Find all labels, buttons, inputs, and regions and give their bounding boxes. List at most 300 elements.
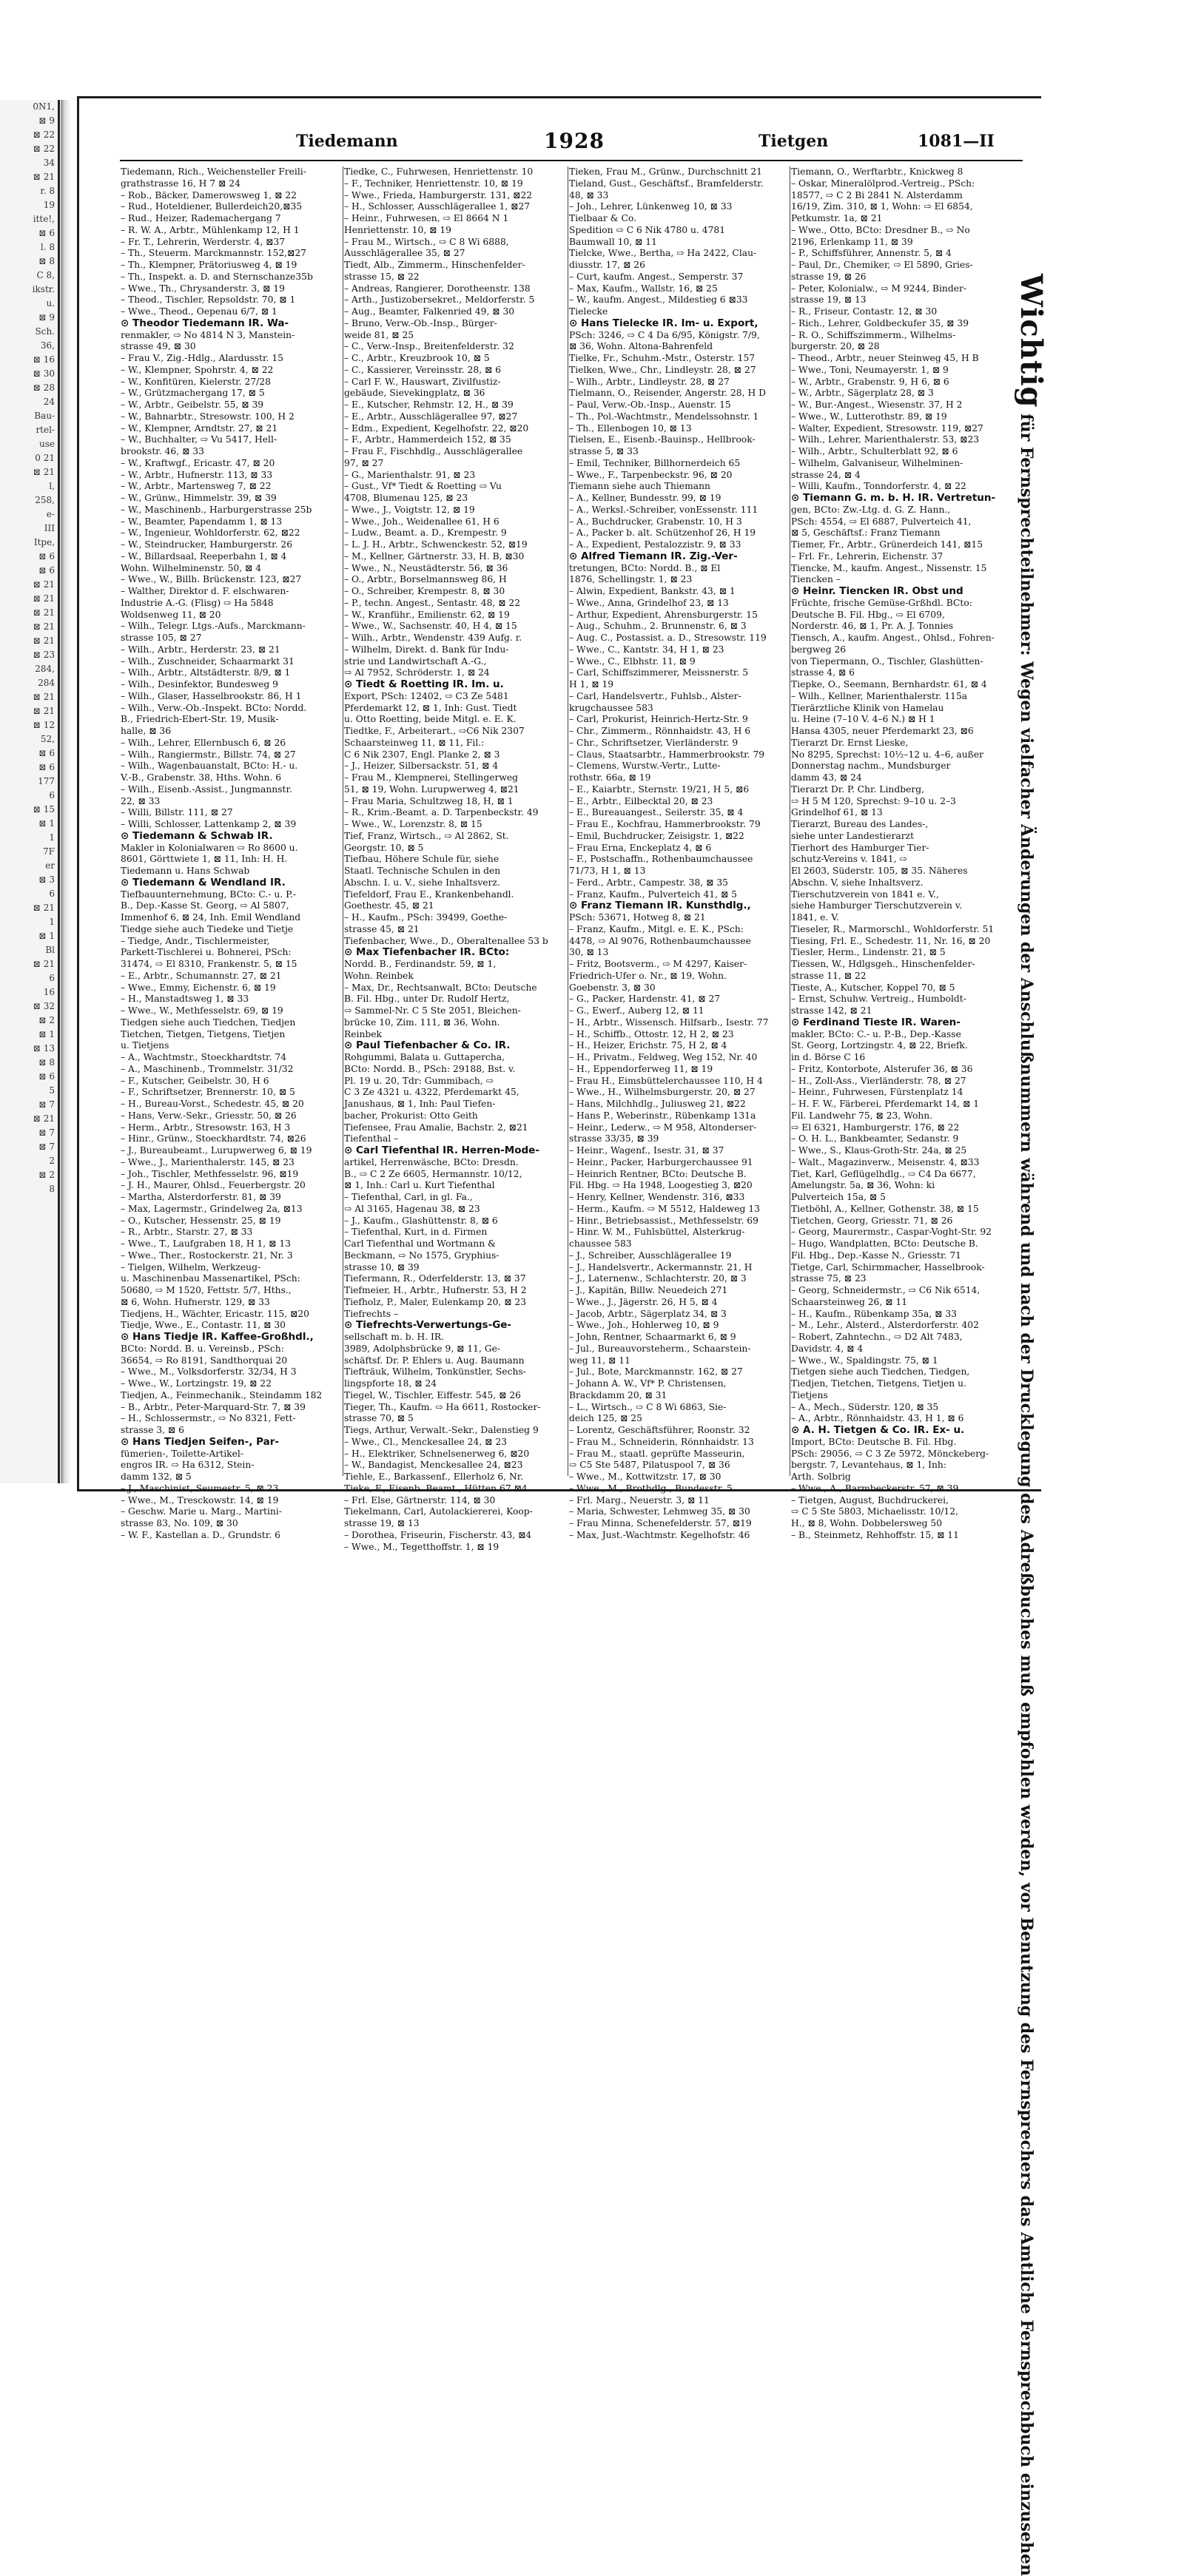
directory-entry: – Frl. Else, Gärtnerstr. 114, ⊠ 30 [344,1494,496,1506]
directory-entry: – Martha, Alsterdorferstr. 81, ⊠ 39 [121,1192,281,1202]
directory-entry: Tielken, Wwe., Chr., Lindleystr. 28, ⊠ 27 [569,364,756,375]
directory-entry: – Fritz, Bootsverm., ⇨ M 4297, Kaiser- [569,959,747,969]
directory-entry: – Wilh., Arbtr., Altstädterstr. 8/9, ⊠ 1 [121,667,291,678]
directory-entry: – O. H. L., Bankbeamter, Sedanstr. 9 [791,1133,959,1144]
directory-entry: – Hans P., Weberinstr., Rübenkamp 131a [569,1110,756,1121]
directory-entry: – E., Arbtr., Ausschlägerallee 97, ⊠27 [344,411,518,422]
directory-entry: Baumwall 10, ⊠ 11 [569,236,657,247]
directory-entry: ⊙ Tiefrechts-Verwertungs-Ge- [344,1319,512,1332]
directory-entry: – Hinr., Betriebsassist., Methfesselstr. 69 [569,1215,758,1226]
directory-entry: strasse 3, ⊠ 6 [121,1425,184,1435]
directory-entry: 8601, Görttwiete 1, ⊠ 11, Inh: H. H. [121,854,288,865]
strip-line: ⊠ 21 [33,706,55,716]
strip-line: ⊠ 9 [38,312,55,323]
strip-line: 258, [35,495,55,505]
directory-entry: strasse 45, ⊠ 21 [344,923,420,934]
directory-entry: – Max, Just.-Wachtmstr. Kegelhofstr. 46 [569,1529,750,1540]
directory-entry: – Wwe., C., Kantstr. 34, H 1, ⊠ 23 [569,644,724,655]
strip-line: 52, [40,734,55,744]
directory-entry: ⊠ 6, Wohn. Hufnerstr. 129, ⊠ 33 [121,1296,270,1307]
directory-entry: – J. H., Maurer, Ohlsd., Feuerbergstr. 20 [121,1180,306,1191]
strip-line: Itpe, [33,537,55,547]
directory-entry: Tietge, Carl, Schirmmacher, Hasselbrook- [791,1261,985,1272]
directory-entry: Friedrich-Ufer o. Nr., ⊠ 19, Wohn. [569,970,727,981]
directory-entry: – W., Grützmachergang 17, ⊠ 5 [121,388,265,399]
directory-entry: – Hans, Verw.-Sekr., Griesstr. 50, ⊠ 26 [121,1110,297,1121]
directory-entry: – Frau E., Kochfrau, Hammerbrookstr. 79 [569,819,761,829]
directory-entry: – A., Packer b. alt. Schützenhof 26, H 19 [569,527,756,539]
strip-line: ⊠ 13 [33,1043,55,1053]
directory-entry: BCto: Nordd. B., PSch: 29188, Bst. v. [344,1063,516,1074]
strip-line: C 8, [36,270,55,280]
directory-entry: Tielsen, E., Eisenb.-Bauinsp., Hellbrook- [569,434,756,445]
directory-entry: 18577, ⇨ C 2 Bi 2841 N. Alsterdamm [791,189,963,200]
directory-entry: – H., Zoll-Ass., Vierländerstr. 78, ⊠ 27 [791,1075,966,1086]
directory-entry: – Frau V., Zig.-Hdlg., Alardusstr. 15 [121,353,283,363]
directory-entry: – J., Kaufm., Glashüttenstr. 8, ⊠ 6 [344,1215,498,1226]
directory-entry: ⊙ Hans Tielecke IR. Im- u. Export, [569,317,758,329]
directory-entry: Tieger, Th., Kaufm. ⇨ Ha 6611, Rostocker- [344,1401,541,1412]
phone-notice-title: Wichtig [1014,274,1049,408]
directory-entry: B., ⇨ C 2 Ze 6605, Hermannstr. 10/12, [344,1168,522,1179]
directory-entry: Deutsche B. Fil. Hbg., ⇨ El 6709, [791,609,945,620]
directory-entry: – M., Lehr., Alsterd., Alsterdorferstr. 402 [791,1320,979,1331]
directory-entry: – A., Werksl.-Schreiber, vonEssenstr. 111 [569,504,758,515]
page-header [96,129,1029,158]
strip-line: 1 [49,832,55,843]
directory-entry: – Aug. C., Postassist. a. D., Stresowstr. 119 [569,633,767,643]
directory-entry: – A., Maschinenb., Trommelstr. 31/32 [121,1063,294,1074]
strip-line: 36, [40,340,55,351]
directory-entry: – R., Arbtr., Starstr. 27, ⊠ 33 [121,1227,253,1238]
directory-entry: strasse 83, No. 109, ⊠ 30 [121,1518,238,1528]
directory-entry: ⊙ Theodor Tiedemann IR. Wa- [121,317,289,329]
directory-entry: – W., Bahnarbtr., Stresowstr. 100, H 2 [121,411,295,422]
directory-column-3 [569,166,788,1540]
header-left-keyword: Tiedemann [296,132,398,151]
directory-entry: – Frau Maria, Schultzweg 18, H, ⊠ 1 [344,795,514,806]
directory-entry: Parkett-Tischlerei u. Bohnerei, PSch: [121,947,292,958]
directory-entry: – W., Bandagist, Menckesallee 24, ⊠23 [344,1460,523,1471]
directory-entry: – F., Techniker, Henriettenstr. 10, ⊠ 19 [344,178,523,189]
strip-line: 177 [38,776,55,786]
strip-line: rtel- [36,425,55,435]
directory-entry: – G., Packer, Hardenstr. 41, ⊠ 27 [569,994,721,1005]
directory-entry: – Wwe., M., Brothdlg., Bundesstr. 5 [569,1483,733,1494]
directory-entry: Tiedgen siehe auch Tiedchen, Tiedjen [121,1016,296,1028]
phone-notice-body: für Fernsprechteilnehmer: Wegen vielfacher Änderungen der Anschlußnummern während und nach der Drucklegung des Adreßbuches muß empfohlen werden, vor Benutzung des Fernsprechers das Amtliche Fernsprechbuch einzusehen [1017,414,1036,2576]
directory-entry: Tietjens [791,1389,828,1400]
directory-entry: 1841, e. V. [791,912,839,923]
strip-line: 6 [49,790,55,800]
directory-entry: – Carl, Prokurist, Heinrich-Hertz-Str. 9 [569,714,748,725]
strip-line: 2 [49,1156,55,1166]
directory-entry: Georgstr. 10, ⊠ 5 [344,842,424,853]
directory-entry: – Chr., Zimmerm., Rönnhaidstr. 43, H 6 [569,726,751,736]
directory-entry: Tiesler, Herm., Lindenstr. 21, ⊠ 5 [791,947,946,958]
directory-entry: Tiesing, Frl. E., Schedestr. 11, Nr. 16, ⊠ 20 [791,935,991,946]
strip-line: ⊠ 21 [33,692,55,702]
directory-entry: Abschn. I. u. V., siehe Inhaltsverz. [344,877,500,888]
directory-entry: – E., Kutscher, Rehmstr. 12, H., ⊠ 39 [344,399,514,410]
directory-entry: – Frau H., Eimsbüttelerchaussee 110, H 4 [569,1075,763,1086]
directory-entry: Henriettenstr. 10, ⊠ 19 [344,224,452,235]
directory-entry: – H., Elektriker, Schnelsenerweg 6, ⊠20 [344,1448,530,1459]
directory-entry: – Willi, Billstr. 111, ⊠ 27 [121,807,233,818]
directory-entry: 71/73, H 1, ⊠ 13 [569,866,646,876]
strip-line: ⊠ 1 [38,818,55,829]
directory-entry: – Wilh., Kellner, Marienthalerstr. 115a [791,690,968,701]
strip-line: ikstr. [32,284,55,294]
directory-entry: Tiefbau, Höhere Schule für, siehe [344,854,500,865]
directory-entry: 4708, Blumenau 125, ⊠ 23 [344,493,468,503]
directory-entry: Wohn. Reinbek [344,970,414,981]
directory-entry: ⊙ Tiedemann & Wendland IR. [121,876,286,889]
directory-entry: – Walt., Magazinverw., Meisenstr. 4, ⊠33 [791,1156,980,1167]
directory-entry: – Curt, kaufm. Angest., Semperstr. 37 [569,271,744,282]
strip-line: l. 8 [40,242,55,252]
directory-entry: Tietchen, Georg, Griesstr. 71, ⊠ 26 [791,1215,953,1226]
directory-entry: – Peter, Kolonialw., ⇨ M 9244, Binder- [791,283,967,294]
directory-entry: – Frl. Marg., Neuerstr. 3, ⊠ 11 [569,1494,710,1506]
directory-entry: – Frau M., staatl. geprüfte Masseurin, [569,1448,745,1459]
directory-entry: Schaarsteinweg 11, ⊠ 11, Fil.: [344,737,485,748]
directory-entry: – O., Arbtr., Borselmannsweg 86, H [344,574,507,585]
directory-entry: Pulverteich 15a, ⊠ 5 [791,1192,886,1202]
directory-entry: Petkumstr. 1a, ⊠ 21 [791,213,883,223]
directory-entry: – P., Schiffsführer, Annenstr. 5, ⊠ 4 [791,248,952,259]
directory-entry: Hansa 4305, neuer Pferdemarkt 23, ⊠6 [791,726,974,736]
directory-entry: strasse 5, ⊠ 33 [569,446,639,456]
directory-entry: – Wwe., A., Barmbeckerstr. 57, ⊠ 39 [791,1483,959,1494]
directory-entry: grathstrasse 16, H 7 ⊠ 24 [121,178,240,189]
directory-entry: – Emil, Techniker, Billhornerdeich 65 [569,457,741,468]
directory-entry: Tierhort des Hamburger Tier- [791,842,929,853]
directory-entry: – B., Arbtr., Peter-Marquard-Str. 7, ⊠ 39 [121,1401,306,1412]
directory-entry: krugchaussee 583 [569,702,653,713]
directory-entry: – W., Kraftwgf., Ericastr. 47, ⊠ 20 [121,457,275,468]
directory-entry: Rohgummi, Balata u. Guttapercha, [344,1052,505,1062]
strip-line: ⊠ 21 [33,621,55,632]
directory-entry: – Arth., Justizobersekret., Meldorferstr. 5 [344,294,535,306]
directory-column-4 [791,166,1013,1540]
directory-entry: – Wwe., W., Sachsenstr. 40, H 4, ⊠ 15 [344,621,517,632]
directory-entry: schäftsf. Dr. P. Ehlers u. Aug. Baumann [344,1355,525,1366]
directory-entry: – Rich., Lehrer, Goldbeckufer 35, ⊠ 39 [791,317,969,328]
directory-entry: – W., Steindrucker, Hamburgerstr. 26 [121,539,293,550]
directory-entry: – Max, Lagermstr., Grindelweg 2a, ⊠13 [121,1203,303,1214]
directory-entry: ⇨ C5 Ste 5487, Pilatuspool 7, ⊠ 36 [569,1460,730,1471]
directory-entry: Tiefrechts – [344,1308,399,1319]
directory-entry: Tiefmeier, H., Arbtr., Hufnerstr. 53, H 2 [344,1285,527,1295]
directory-entry: – Wwe., M., Volksdorferstr. 32/34, H 3 [121,1366,297,1378]
directory-entry: damm 43, ⊠ 24 [791,772,862,783]
directory-entry: Norderstr. 46, ⊠ 1, Pr. A. J. Tonnies [791,621,954,632]
directory-entry: – C., Arbtr., Kreuzbrook 10, ⊠ 5 [344,353,490,363]
directory-entry: – Hugo, Wandplatten, BCto: Deutsche B. [791,1238,978,1249]
directory-entry: – Wwe., W., Methfesselstr. 69, ⊠ 19 [121,1005,283,1016]
directory-entry: Tieken, Frau M., Grünw., Durchschnitt 21 [569,166,762,177]
directory-entry: H., ⊠ 8, Wohn. Dobbelersweg 50 [791,1518,943,1528]
directory-entry: – L., Wirtsch., ⇨ C 8 Wi 6863, Sie- [569,1401,727,1412]
directory-entry: strasse 11, ⊠ 22 [791,970,867,981]
directory-entry: – J., Handelsvertr., Ackermannstr. 21, H [569,1261,753,1272]
directory-entry: – W., Arbtr., Martensweg 7, ⊠ 22 [121,481,272,492]
directory-entry: Tiemann siehe auch Thiemann [569,481,710,492]
directory-entry: – Frau F., Fischhdlg., Ausschlägerallee [344,446,523,456]
directory-entry: – H. F. W., Färberei, Pferdemarkt 14, ⊠ 1 [791,1099,980,1109]
directory-entry: strasse 19, ⊠ 13 [791,294,867,306]
directory-entry: ⇨ Al 7952, Schröderstr. 1, ⊠ 24 [344,667,490,678]
previous-page-strip [0,100,60,1483]
directory-entry: strie und Landwirtschaft A.-G., [344,655,487,667]
strip-line: III [44,523,55,533]
directory-entry: Tiemer, Fr., Arbtr., Grünerdeich 141, ⊠15 [791,539,983,550]
directory-entry: strasse 75, ⊠ 23 [791,1273,867,1284]
directory-entry: – Wwe., Frieda, Hamburgerstr. 131, ⊠22 [344,189,533,200]
directory-entry: ⊠ 5, Geschäftsf.: Franz Tiemann [791,527,941,539]
strip-line: ⊠ 16 [33,354,55,365]
directory-entry: fümerien-, Toilette-Artikel- [121,1448,243,1459]
directory-entry: – P., techn. Angest., Sentastr. 48, ⊠ 22 [344,597,521,608]
directory-entry: Tierarzt, Bureau des Landes-, [791,819,929,829]
directory-entry: brookstr. 46, ⊠ 33 [121,446,204,456]
strip-line: ⊠ 9 [38,115,55,126]
directory-entry: Pferdemarkt 12, ⊠ 1, Inh: Gust. Tiedt [344,702,517,713]
strip-line: 1 [49,917,55,927]
directory-entry: 36654, ⇨ Ro 8191, Sandthorquai 20 [121,1355,288,1366]
directory-entry: 2196, Erlenkamp 11, ⊠ 39 [791,236,913,247]
book-binding [61,100,71,1483]
strip-line: u. [46,298,55,308]
directory-entry: – Chr., Schriftsetzer, Vierländerstr. 9 [569,737,739,748]
directory-entry: Wohn. Wilhelminenstr. 50, ⊠ 4 [121,562,262,573]
directory-entry: – E., Kaiarbtr., Sternstr. 19/21, H 5, ⊠6 [569,783,750,795]
directory-entry: – Heinr., Packer, Harburgerchaussee 91 [569,1156,753,1167]
directory-entry: ⊠ 36, Wohn. Altona-Bahrenfeld [569,341,713,352]
directory-entry: strasse 70, ⊠ 5 [344,1413,414,1424]
directory-entry: Pl. 19 u. 20, Tdr: Gummibach, ⇨ [344,1075,494,1086]
directory-entry: Reinbek [344,1028,382,1039]
directory-entry: Donnerstag nachm., Mundsburger [791,761,951,772]
directory-entry: – Geschw. Marie u. Marg., Martini- [121,1506,282,1517]
directory-entry: Tierärztliche Klinik von Hamelau [791,702,944,713]
directory-entry: – J., Schreiber, Ausschlägerallee 19 [569,1250,732,1261]
directory-entry: – Heinrich Rentner, BCto: Deutsche B. [569,1168,747,1179]
strip-line: ⊠ 3 [38,874,55,885]
directory-entry: – Wilh., Arbtr., Herderstr. 23, ⊠ 21 [121,644,280,655]
directory-entry: Tieseler, R., Marmorschl., Wohldorferstr. 51 [791,923,995,934]
directory-entry: Grindelhof 61, ⊠ 13 [791,807,883,818]
directory-entry: – Carl, Handelsvertr., Fuhlsb., Alster- [569,690,741,701]
directory-entry: Tiedjen, A., Feinmechanik., Steindamm 182 [121,1389,323,1400]
directory-entry: weide 81, ⊠ 25 [344,329,414,340]
directory-entry: – Wilh., Desinfektor, Bundesweg 9 [121,679,279,689]
directory-entry: – John, Rentner, Schaarmarkt 6, ⊠ 9 [569,1332,736,1342]
directory-entry: strasse 15, ⊠ 22 [344,271,420,282]
directory-entry: lingspforte 18, ⊠ 24 [344,1378,437,1389]
directory-entry: ⊙ Heinr. Tiencken IR. Obst und [791,585,963,597]
strip-line: itte!, [33,214,55,224]
directory-entry: ⇨ H 5 M 120, Sprechst: 9–10 u. 2–3 [791,795,956,806]
directory-entry: – Claus, Staatsarbtr., Hammerbrookstr. 79 [569,749,765,760]
directory-entry: – Wwe., W., Billh. Brückenstr. 123, ⊠27 [121,574,302,585]
directory-entry: Tiedemann u. Hans Schwab [121,866,250,876]
directory-entry: – Wilh., Lehrer, Ellernbusch 6, ⊠ 26 [121,737,286,748]
directory-entry: ⊙ Alfred Tiemann IR. Zig.-Ver- [569,550,738,562]
directory-entry: – Wilh., Wagenbauanstalt, BCto: H.- u. [121,761,298,772]
directory-entry: u. Maschinenbau Massenartikel, PSch: [121,1273,300,1284]
directory-entry: – F., Kutscher, Geibelstr. 30, H 6 [121,1075,269,1086]
directory-entry: – W., Grünw., Himmelstr. 39, ⊠ 39 [121,493,277,503]
strip-line: ⊠ 21 [33,467,55,477]
directory-entry: bergstr. 7, Levantehaus, ⊠ 1, Inh: [791,1460,946,1471]
directory-entry: – Th., Ellenbogen 10, ⊠ 13 [569,422,692,434]
directory-entry: – Oskar, Mineralölprod.-Vertreig., PSch: [791,178,975,189]
directory-entry: Tiehle, E., Barkassenf., Ellerholz 6, Nr. [344,1471,524,1482]
directory-entry: Tieland, Gust., Geschäftsf., Bramfelderstr. [569,178,764,189]
directory-entry: Tielecke [569,306,608,317]
directory-entry: – E., Arbtr., Schumannstr. 27, ⊠ 21 [121,970,282,981]
directory-entry: Tiedje, Wwe., E., Contastr. 11, ⊠ 30 [121,1320,286,1331]
phone-notice [1012,274,1049,2576]
directory-entry: Tiedt, Alb., Zimmerm., Hinschenfelder- [344,260,525,270]
directory-entry: siehe Hamburger Tierschutzverein v. [791,900,963,911]
directory-entry: rothstr. 66a, ⊠ 19 [569,772,651,783]
directory-entry: Tiedjens, H., Wächter, Ericastr. 115, ⊠20 [121,1308,309,1319]
directory-entry: 97, ⊠ 27 [344,457,384,468]
directory-entry: – Fritz, Kontorbote, Alsterufer 36, ⊠ 36 [791,1063,973,1074]
strip-line: ⊠ 8 [38,1057,55,1068]
directory-entry: ⊙ Paul Tiefenbacher & Co. IR. [344,1039,511,1052]
directory-entry: – Carl, Schiffszimmerer, Meissnerstr. 5 [569,667,749,678]
directory-entry: – W., Buchhalter, ⇨ Vu 5417, Hell- [121,434,278,445]
directory-entry: – Heinr., Fuhrwesen, ⇨ El 8664 N 1 [344,213,509,223]
strip-line: 16 [43,987,55,997]
directory-entry: – Wwe., Anna, Grindelhof 23, ⊠ 13 [569,597,729,608]
strip-line: er [45,860,55,871]
directory-entry: – Joh., Lehrer, Lünkenweg 10, ⊠ 33 [569,201,733,212]
directory-entry: – Th., Steuerm. Marckmannstr. 152,⊠27 [121,248,306,259]
directory-entry: – Emil, Buchdrucker, Zeisigstr. 1, ⊠22 [569,830,744,841]
directory-entry: V.-B., Grabenstr. 38, Hths. Wohn. 6 [121,772,282,783]
directory-entry: Fil. Landwehr 75, ⊠ 23, Wohn. [791,1110,933,1121]
strip-line: ⊠ 2 [38,1170,55,1180]
directory-entry: burgerstr. 20, ⊠ 28 [791,341,880,352]
directory-entry: – Frau Erna, Enckeplatz 4, ⊠ 6 [569,842,712,853]
directory-entry: – Bruno, Verw.-Ob.-Insp., Bürger- [344,317,497,328]
directory-entry: – Wwe., C., Elbhstr. 11, ⊠ 9 [569,655,696,667]
directory-entry: – Hans, Milchhdlg., Juliusweg 21, ⊠22 [569,1099,746,1109]
directory-entry: – Willi, Schlosser, Lattenkamp 2, ⊠ 39 [121,819,297,829]
strip-line: 6 [49,889,55,899]
directory-entry: – R., Krim.-Beamt. a. D. Tarpenbeckstr. 49 [344,807,539,818]
directory-entry: ⊠ 1, Inh.: Carl u. Kurt Tiefenthal [344,1180,495,1191]
directory-entry: – Wilhelm, Galvaniseur, Wilhelminen- [791,457,963,468]
directory-entry: Tiegs, Arthur, Verwalt.-Sekr., Dalenstieg 9 [344,1425,539,1435]
directory-entry: – Wilh., Arbtr., Wendenstr. 439 Aufg. r. [344,633,522,643]
directory-entry: – G., Ewerf., Auberg 12, ⊠ 11 [569,1005,704,1016]
directory-entry: – Theod., Tischler, Repsoldstr. 70, ⊠ 1 [121,294,296,306]
directory-entry: Tieke, F., Eisenb. Beamt., Hütten 67 ⊠4 [344,1483,528,1494]
directory-entry: strasse 24, ⊠ 4 [791,469,861,480]
directory-entry: – Max, Dr., Rechtsanwalt, BCto: Deutsche [344,982,537,993]
directory-entry: – Wwe., T., Laufgraben 18, H 1, ⊠ 13 [121,1238,291,1249]
directory-entry: Tiefensee, Frau Amalie, Bachstr. 2, ⊠21 [344,1122,528,1133]
directory-entry: Tief, Franz, Wirtsch., ⇨ Al 2862, St. [344,830,509,841]
directory-entry: – A., Expedient, Pestalozzistr. 9, ⊠ 33 [569,539,741,550]
directory-entry: – Wwe., Cl., Menckesallee 24, ⊠ 23 [344,1436,507,1447]
directory-entry: BCto: Nordd. B. u. Vereinsb., PSch: [121,1343,284,1354]
strip-line: ⊠ 15 [33,804,55,815]
directory-entry: – O., Kutscher, Hessenstr. 25, ⊠ 19 [121,1215,281,1226]
directory-entry: – Th., Pol.-Wachtmstr., Mendelssohnstr. 1 [569,411,759,422]
directory-entry: brücke 10, Zim. 111, ⊠ 36, Wohn. [344,1016,500,1028]
directory-entry: ⊙ Hans Tiedjen Seifen-, Par- [121,1435,279,1448]
directory-entry: Davidstr. 4, ⊠ 4 [791,1343,864,1354]
directory-entry: strasse 19, ⊠ 26 [791,271,867,282]
directory-entry: – Andreas, Rangierer, Dorotheenstr. 138 [344,283,531,294]
directory-entry: – Aug., Schuhm., 2. Brunnenstr. 6, ⊠ 3 [569,621,747,632]
directory-entry: gebäude, Sievekingplatz, ⊠ 36 [344,388,485,399]
directory-entry: – W., Maschinenb., Harburgerstrasse 25b [121,504,312,515]
directory-entry: – F., Arbtr., Hammerdeich 152, ⊠ 35 [344,434,511,445]
directory-entry: – Hinr. W. M., Fuhlsbüttel, Alsterkrug- [569,1227,745,1238]
directory-entry: – Lorentz, Geschäftsführer, Roonstr. 32 [569,1425,750,1435]
directory-entry: – Georg, Schneidermstr., ⇨ C6 Nik 6514, [791,1285,980,1295]
directory-entry: – W., Konfitüren, Kielerstr. 27/28 [121,376,271,387]
strip-line: ⊠ 21 [33,1113,55,1124]
directory-entry: deich 125, ⊠ 25 [569,1413,642,1424]
directory-entry: weg 11, ⊠ 11 [569,1355,630,1366]
directory-entry: ⊙ Carl Tiefenthal IR. Herren-Mode- [344,1144,539,1156]
directory-entry: – F., Postschaffn., Rothenbaumchaussee [569,854,753,865]
directory-entry: – F., Schriftsetzer, Brennerstr. 10, ⊠ 5 [121,1087,295,1098]
directory-entry: Tiedemann, Rich., Weichensteller Freili- [121,166,306,177]
directory-entry: – Wilh., Glaser, Hasselbrookstr. 86, H 1 [121,690,302,701]
directory-entry: – Theod., Arbtr., neuer Steinweg 45, H B [791,353,979,363]
directory-entry: Tietchen, Tietgen, Tietgens, Tietjen [121,1028,286,1039]
directory-entry: Brackdamm 20, ⊠ 31 [569,1389,667,1400]
directory-entry: Tiedge siehe auch Tiedeke und Tietje [121,923,294,934]
directory-entry: 30, ⊠ 13 [569,947,609,958]
directory-entry: – Herm., Kaufm. ⇨ M 5512, Haldeweg 13 [569,1203,760,1214]
directory-entry: – H., Schiffb., Ottostr. 12, H 2, ⊠ 23 [569,1028,734,1039]
strip-line: ⊠ 12 [33,720,55,730]
directory-entry: – H., Eppendorferweg 11, ⊠ 19 [569,1063,713,1074]
directory-entry: B. Fil. Hbg., unter Dr. Rudolf Hertz, [344,994,510,1005]
directory-entry: – W., Kranführ., Emilienstr. 62, ⊠ 19 [344,609,510,620]
directory-entry: – Fr. T., Lehrerin, Werderstr. 4, ⊠37 [121,236,286,247]
directory-entry: Tielbaar & Co. [569,213,637,223]
directory-entry: engros IR. ⇨ Ha 6312, Stein- [121,1460,255,1471]
directory-entry: – Wwe., M., Tegetthoffstr. 1, ⊠ 19 [344,1541,500,1552]
directory-entry: – Max, Kaufm., Wallstr. 16, ⊠ 25 [569,283,718,294]
directory-entry: ⇨ El 6321, Hamburgerstr. 176, ⊠ 22 [791,1122,960,1133]
strip-line: r. 8 [40,186,55,196]
directory-entry: Tiencke, M., kaufm. Angest., Nissenstr. 15 [791,562,987,573]
directory-entry: – Tielgen, Wilhelm, Werkzeug- [121,1261,261,1272]
directory-entry: B., Dep.-Kasse St. Georg, ⇨ Al 5807, [121,900,289,911]
directory-entry: – Wilh., Verw.-Ob.-Inspekt. BCto: Nordd. [121,702,307,713]
directory-entry: Tiefermann, R., Oderfelderstr. 13, ⊠ 37 [344,1273,526,1284]
directory-entry: Tiedke, C., Fuhrwesen, Henriettenstr. 10 [344,166,534,177]
directory-entry: 48, ⊠ 33 [569,189,609,200]
directory-entry: – Wilh., Rangiermstr., Billstr. 74, ⊠ 27 [121,749,296,760]
directory-entry: – B., Steinmetz, Rehhoffstr. 15, ⊠ 11 [791,1529,959,1540]
directory-entry: – Wilh., Zuschneider, Schaarmarkt 31 [121,655,295,667]
header-rule [120,160,1023,161]
